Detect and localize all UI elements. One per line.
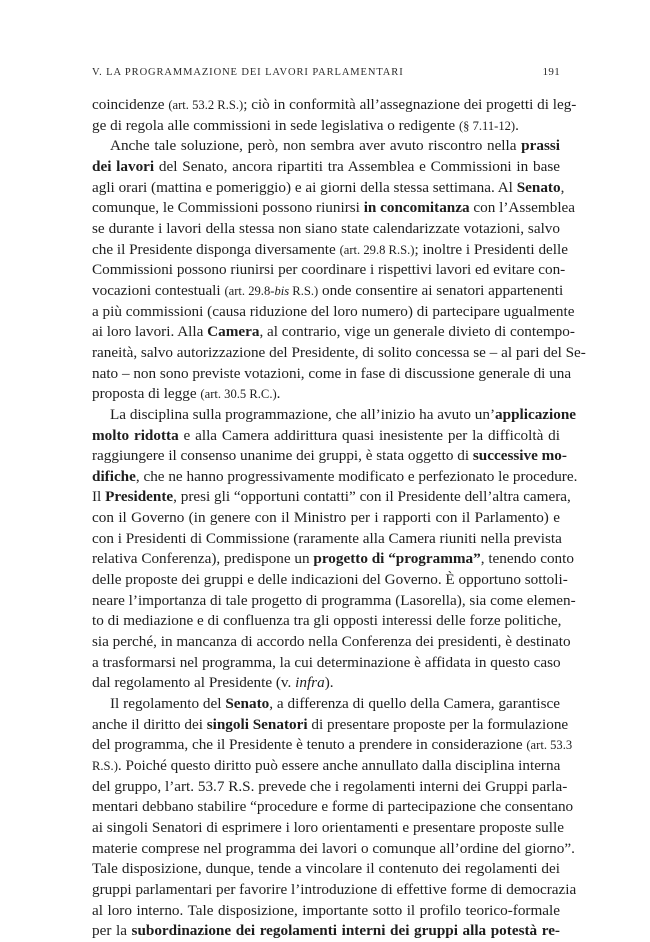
text-segment: (art. 29.8 R.S.) <box>339 242 415 257</box>
text-line <box>92 921 560 942</box>
text-line <box>92 901 560 922</box>
text-segment: onde consentire ai senatori appartenenti <box>318 281 564 299</box>
text-segment: prassi <box>521 137 560 155</box>
text-segment: Il regolamento del <box>110 695 226 713</box>
text-line <box>92 198 576 219</box>
text-line <box>92 364 572 385</box>
text-segment: Commissioni possono riunirsi per coordinare i rispettivi lavori ed evitare con- <box>92 261 566 279</box>
text-line <box>92 673 560 694</box>
text-segment: Anche tale soluzione, però, non sembra aver avuto riscontro nella <box>110 137 522 155</box>
text-segment: (art. 29.8- <box>224 283 275 298</box>
text-line <box>92 839 575 860</box>
text-segment: (art. 53.3 <box>526 738 573 753</box>
text-line <box>92 591 576 612</box>
text-line <box>92 446 567 467</box>
text-segment: nato – non sono previste votazioni, come in fase di discussione generale di una <box>92 364 572 382</box>
text-segment: del Senato, ancora ripartiti tra Assemblea e Commissioni in base <box>154 157 561 175</box>
text-segment: agli orari (mattina e pomeriggio) e ai giorni della stessa settimana. Al <box>92 178 517 196</box>
text-line <box>92 756 560 777</box>
text-segment: difiche <box>92 467 136 485</box>
text-line <box>92 508 560 529</box>
text-segment: Camera <box>207 323 260 341</box>
text-segment: materie comprese nel programma dei lavori o comunque all’ordine del giorno”. <box>92 839 575 857</box>
text-segment: con i Presidenti di Commissione (raramente alla Camera riuniti nella prevista <box>92 529 562 547</box>
text-segment: raneità, salvo autorizzazione del Presidente, di solito concessa se – al pari del Se- <box>92 343 586 361</box>
text-line <box>92 797 574 818</box>
text-line <box>92 322 575 343</box>
text-line <box>92 384 560 405</box>
text-segment: Senato <box>225 695 270 713</box>
text-line <box>92 859 560 880</box>
text-segment: ai loro lavori. Alla <box>92 323 208 341</box>
text-line <box>92 281 564 302</box>
text-segment: (art. 53.2 R.S.) <box>168 98 244 112</box>
text-segment: successive mo- <box>472 447 567 465</box>
text-line <box>92 136 560 157</box>
text-segment: che il Presidente disponga diversamente <box>92 240 340 258</box>
text-segment: del programma, che il Presidente è tenuto a prendere in considerazione <box>92 736 527 754</box>
text-line <box>92 95 577 116</box>
text-segment: a più commissioni (causa riduzione del loro numero) di partecipare ugualmente <box>92 302 575 320</box>
text-segment: bis <box>274 283 290 298</box>
text-segment: (art. 30.5 R.C.) <box>200 387 277 402</box>
text-segment: con l’Assemblea <box>469 199 576 217</box>
text-line <box>92 178 565 199</box>
text-line <box>92 735 573 756</box>
text-segment: coincidenze <box>92 96 169 113</box>
body-text <box>92 95 586 942</box>
text-line <box>92 405 577 426</box>
text-segment: delle proposte dei gruppi e delle indicazioni del Governo. È opportuno sottoli- <box>92 571 568 589</box>
text-segment: subordinazione dei regolamenti interni dei gruppi alla potestà re- <box>131 922 560 940</box>
text-segment: singoli Senatori <box>206 715 308 733</box>
text-segment: La disciplina sulla programmazione, che all’inizio ha avuto un’ <box>110 405 496 423</box>
text-segment: anche il diritto dei <box>92 715 207 733</box>
text-line <box>92 777 568 798</box>
text-segment: vocazioni contestuali <box>92 281 225 299</box>
text-line <box>92 611 560 632</box>
text-segment: , presi gli “opportuni contatti” con il Presidente dell’altra camera, <box>173 488 571 506</box>
text-line <box>92 880 577 901</box>
text-segment: Tale disposizione, dunque, tende a vincolare il contenuto dei regolamenti dei <box>92 860 560 878</box>
text-line <box>92 426 560 447</box>
text-segment: R.S.) <box>289 283 319 298</box>
text-segment: ai singoli Senatori di esprimere i loro orientamenti e presentare proposte sulle <box>92 818 564 836</box>
text-segment: to di mediazione e di confluenza tra gli opposti interessi delle forze politiche, <box>92 612 562 630</box>
text-line <box>92 240 568 261</box>
text-segment: Il <box>92 488 106 506</box>
running-head <box>92 66 560 78</box>
text-segment: in concomitanza <box>363 199 470 217</box>
text-segment: Presidente <box>105 488 174 506</box>
text-line <box>92 818 564 839</box>
running-title: V. LA PROGRAMMAZIONE DEI LAVORI PARLAMENTARI <box>92 67 404 78</box>
text-segment: (§ 7.11-12) <box>458 118 516 133</box>
text-segment: del gruppo, l’art. 53.7 R.S. prevede che i regolamenti interni dei Gruppi parla- <box>92 777 568 795</box>
text-segment: R.S.) <box>92 759 118 773</box>
text-segment: ; inoltre i Presidenti delle <box>414 240 568 258</box>
text-segment: , a differenza di quello della Camera, garantisce <box>269 695 560 713</box>
text-line <box>92 653 560 674</box>
text-line <box>92 694 560 715</box>
text-segment: molto ridotta <box>92 426 179 444</box>
text-segment: , al contrario, vige un generale divieto di contempo- <box>259 323 575 341</box>
text-line <box>92 219 560 240</box>
text-segment: , che ne hanno progressivamente modificato e perfezionato le procedure. <box>135 467 578 485</box>
text-line <box>92 343 586 364</box>
text-segment: con il Governo (in genere con il Ministro per i rapporti con il Parlamento) e <box>92 509 560 527</box>
text-segment: dal regolamento al Presidente (v. <box>92 674 296 692</box>
text-segment: gruppi parlamentari per favorire l’introduzione di effettive forme di democrazia <box>92 880 577 898</box>
text-segment: se durante i lavori della stessa non siano state calendarizzate votazioni, salvo <box>92 219 560 237</box>
text-line <box>92 467 578 488</box>
text-segment: comunque, le Commissioni possono riunirsi <box>92 199 364 217</box>
text-segment: Senato <box>516 178 561 196</box>
text-segment: ge di regola alle commissioni in sede legislativa o redigente <box>92 116 459 134</box>
text-line <box>92 570 568 591</box>
text-segment: mentari debbano stabilire “procedure e forme di partecipazione che consentano <box>92 798 574 816</box>
text-segment: progetto di “programma” <box>313 550 481 568</box>
text-line <box>92 302 575 323</box>
text-segment: , <box>560 178 565 196</box>
text-segment: per la <box>92 922 132 940</box>
text-line <box>92 632 571 653</box>
text-line <box>92 549 574 570</box>
text-segment: al loro interno. Tale disposizione, importante sotto il profilo teorico-formale <box>92 901 560 919</box>
text-line <box>92 715 569 736</box>
text-line <box>92 529 560 550</box>
text-line <box>92 116 560 137</box>
text-segment: . Poiché questo diritto può essere anche annullato dalla disciplina interna <box>117 757 561 774</box>
text-segment: a trasformarsi nel programma, la cui determinazione è affidata in questo caso <box>92 653 561 671</box>
text-segment: dei lavori <box>92 157 155 175</box>
text-line <box>92 487 571 508</box>
text-segment: e alla Camera addirittura quasi inesistente per la difficoltà di <box>178 426 560 444</box>
text-segment: . <box>515 116 519 134</box>
text-segment: applicazione <box>495 405 577 423</box>
text-segment: raggiungere il consenso unanime dei gruppi, è stata oggetto di <box>92 447 473 465</box>
text-segment: sia perché, in mancanza di accordo nella Conferenza dei presidenti, è destinato <box>92 633 571 651</box>
page-number: 191 <box>542 66 560 78</box>
text-segment: ). <box>324 674 334 692</box>
text-segment: ; ciò in conformità all’assegnazione dei progetti di leg- <box>243 96 577 113</box>
text-segment: , tenendo conto <box>480 550 574 568</box>
text-segment: di presentare proposte per la formulazione <box>307 715 569 733</box>
text-segment: relativa Conferenza), predispone un <box>92 550 314 568</box>
text-segment: proposta di legge <box>92 385 201 403</box>
text-segment: . <box>276 385 281 403</box>
text-line <box>92 260 566 281</box>
text-line <box>92 157 560 178</box>
text-segment: neare l’importanza di tale progetto di programma (Lasorella), sia come elemen- <box>92 591 576 609</box>
text-segment: infra <box>295 674 325 692</box>
